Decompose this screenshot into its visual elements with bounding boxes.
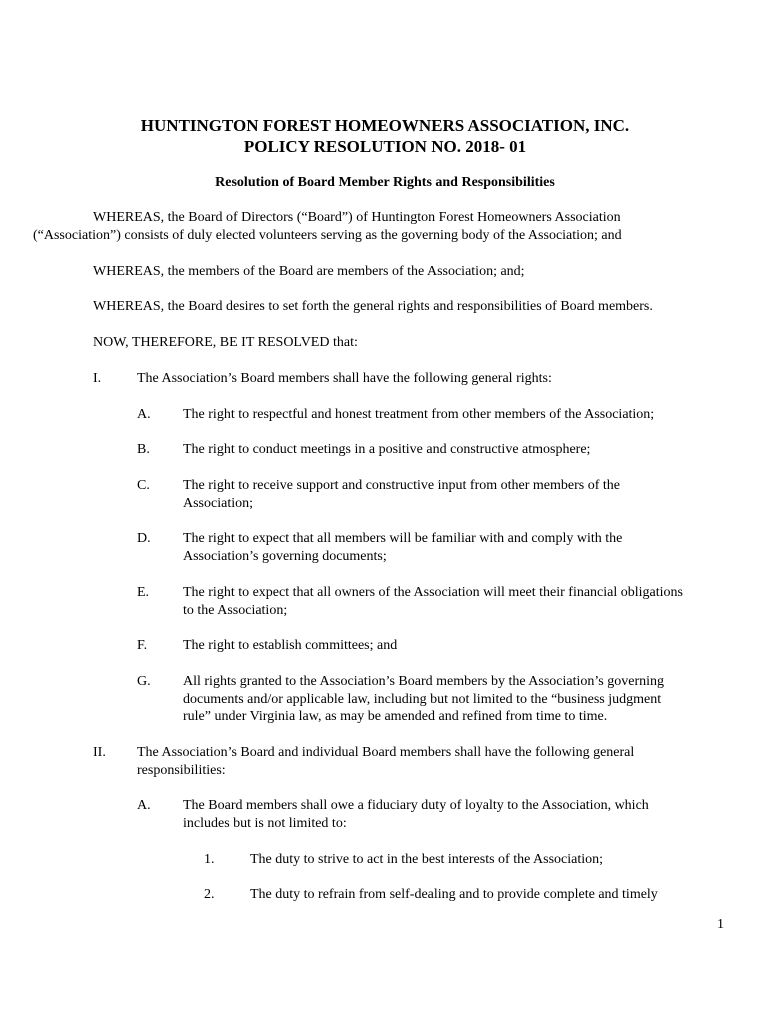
section-1-heading: The Association’s Board members shall have the following general rights: <box>137 371 552 386</box>
whereas-1-line1: WHEREAS, the Board of Directors (“Board”) of Huntington Forest Homeowners Association <box>93 210 621 225</box>
document-title-line2: POLICY RESOLUTION NO. 2018- 01 <box>243 137 527 156</box>
section-1-item-b-text: The right to conduct meetings in a positive and constructive atmosphere; <box>183 442 591 457</box>
subitem-1-marker: 1. <box>204 852 215 867</box>
section-2-marker: II. <box>93 745 106 760</box>
subitem-2-marker: 2. <box>204 887 215 902</box>
section-1-item-a-marker: A. <box>137 407 151 422</box>
subitem-2-text: The duty to refrain from self-dealing and to provide complete and timely <box>250 887 658 902</box>
section-1-item-d-text-line1: The right to expect that all members will be familiar with and comply with the <box>183 531 623 546</box>
section-1-item-a-text: The right to respectful and honest treatment from other members of the Association; <box>183 407 655 422</box>
section-1-item-e-marker: E. <box>137 585 150 600</box>
section-1-item-c-text-line1: The right to receive support and constructive input from other members of the <box>183 478 620 493</box>
section-1-item-g-text-line2: documents and/or applicable law, including but not limited to the “business judgment <box>183 692 662 707</box>
section-1-item-f-text: The right to establish committees; and <box>183 638 398 653</box>
section-1-item-c-marker: C. <box>137 478 150 493</box>
section-2-heading-line1: The Association’s Board and individual Board members shall have the following general <box>137 745 635 760</box>
resolved-clause: NOW, THEREFORE, BE IT RESOLVED that: <box>93 335 358 350</box>
section-2-item-a-text-line1: The Board members shall owe a fiduciary duty of loyalty to the Association, which <box>183 798 649 813</box>
section-1-item-g-marker: G. <box>137 674 151 689</box>
document-title-line1: HUNTINGTON FOREST HOMEOWNERS ASSOCIATION, INC. <box>140 116 630 135</box>
section-1-item-e-text-line1: The right to expect that all owners of the Association will meet their financial obligations <box>183 585 683 600</box>
subitem-1-text: The duty to strive to act in the best interests of the Association; <box>250 852 604 867</box>
section-1-item-g-text-line3: rule” under Virginia law, as may be amended and refined from time to time. <box>183 709 608 724</box>
page-number: 1 <box>717 917 724 932</box>
section-2-item-a-marker: A. <box>137 798 151 813</box>
document-subtitle: Resolution of Board Member Rights and Responsibilities <box>215 175 555 190</box>
section-1-item-b-marker: B. <box>137 442 150 457</box>
section-1-item-e-text-line2: to the Association; <box>183 603 288 618</box>
section-1-item-f-marker: F. <box>137 638 148 653</box>
section-1-item-g-text-line1: All rights granted to the Association’s Board members by the Association’s governing <box>183 674 664 689</box>
section-2-heading-line2: responsibilities: <box>137 763 226 778</box>
section-2-item-a-text-line2: includes but is not limited to: <box>183 816 347 831</box>
section-1-item-c-text-line2: Association; <box>183 496 253 511</box>
whereas-3: WHEREAS, the Board desires to set forth the general rights and responsibilities of Board members. <box>93 299 653 314</box>
section-1-item-d-marker: D. <box>137 531 151 546</box>
section-1-item-d-text-line2: Association’s governing documents; <box>183 549 387 564</box>
whereas-1-line2: (“Association”) consists of duly elected volunteers serving as the governing body of the Association; and <box>33 228 622 243</box>
section-1-marker: I. <box>93 371 102 386</box>
whereas-2: WHEREAS, the members of the Board are members of the Association; and; <box>93 264 525 279</box>
